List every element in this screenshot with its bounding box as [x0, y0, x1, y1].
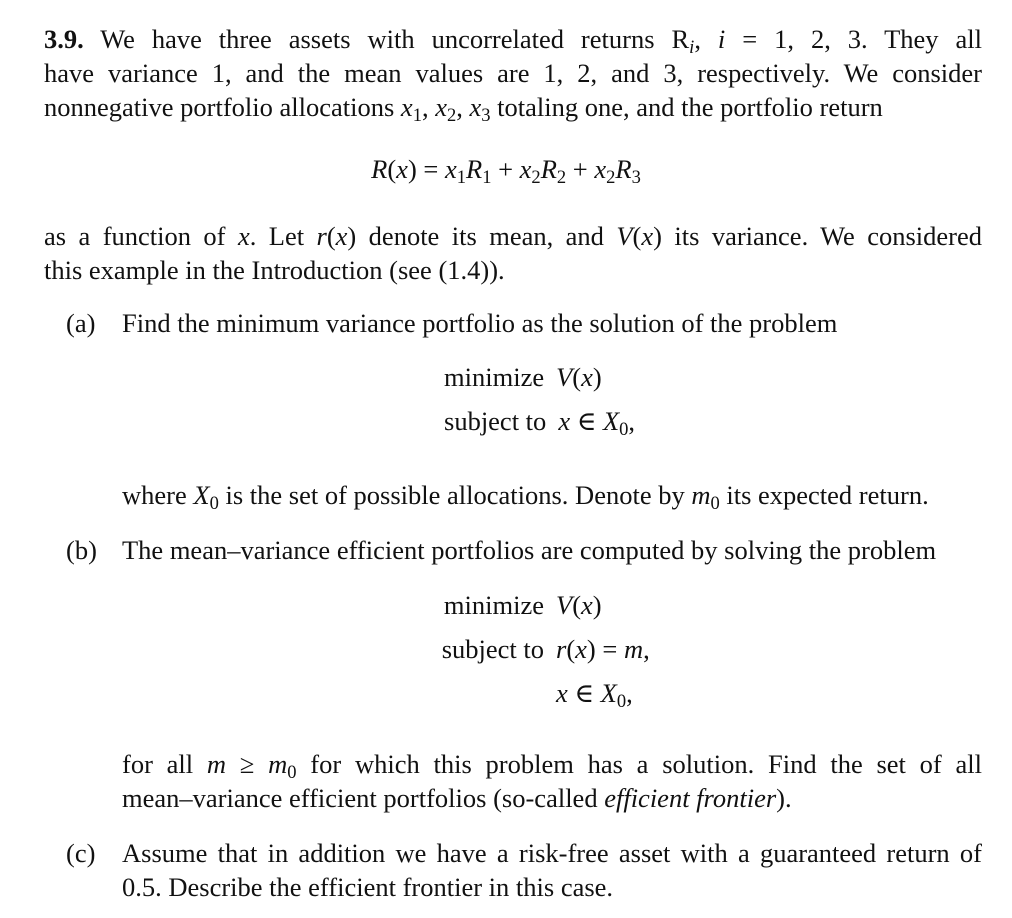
part-b-label: (b): [66, 535, 97, 565]
intro-line2: have variance 1, and the mean values are 1, 2, and 3, respectively. We consider: [44, 58, 982, 88]
part-c-label: (c): [66, 838, 96, 868]
after-equation: as a function of x. Let r(x) denote its mean, and V(x) its variance. We considered this example in the Introduction (see (1.4)).: [44, 221, 982, 285]
part-b-subject-to: subject to: [441, 634, 544, 664]
part-b-optimization: minimize V(x) subject to r(x) = m, x ∈ $X_0$,: [430, 590, 650, 722]
part-c-text: Assume that in addition we have a risk-free asset with a guaranteed return of 0.5. Describe the efficient frontier in this case.: [122, 838, 982, 902]
part-a-after: where $X_0$ is the set of possible allocations. Denote by $m_0$ its expected return.: [122, 480, 929, 515]
part-a-optimization: minimize V(x) subject to x ∈ $X_0$,: [444, 362, 636, 441]
part-b-text: The mean–variance efficient portfolios are computed by solving the problem: [122, 535, 937, 565]
intro-line1: We have three assets with uncorrelated returns $R_i$, i = 1, 2, 3. They all: [100, 24, 982, 59]
part-a-text: Find the minimum variance portfolio as the solution of the problem: [122, 308, 838, 338]
efficient-frontier-term: efficient frontier: [604, 783, 777, 813]
intro-line3: nonnegative portfolio allocations $x_1$, $x_2$, $x_3$ totaling one, and the portfolio return: [44, 92, 883, 127]
part-a-label: (a): [66, 308, 96, 338]
portfolio-equation: $R(x) = x_1R_1 + x_2R_2 + x_2R_3$: [371, 154, 641, 189]
part-a-minimize: minimize: [444, 362, 545, 392]
part-a-subject-to: subject to: [444, 406, 547, 436]
problem-number: 3.9.: [44, 24, 84, 54]
part-b-minimize: minimize: [443, 590, 544, 620]
part-b-after: for all $m \ge m_0$ for which this problem has a solution. Find the set of all mean–variance efficient portfolios (so-called efficient frontier).: [122, 749, 982, 813]
after-eq-line2: this example in the Introduction (see (1.4)).: [44, 255, 505, 285]
problem-intro: [44, 22, 982, 127]
